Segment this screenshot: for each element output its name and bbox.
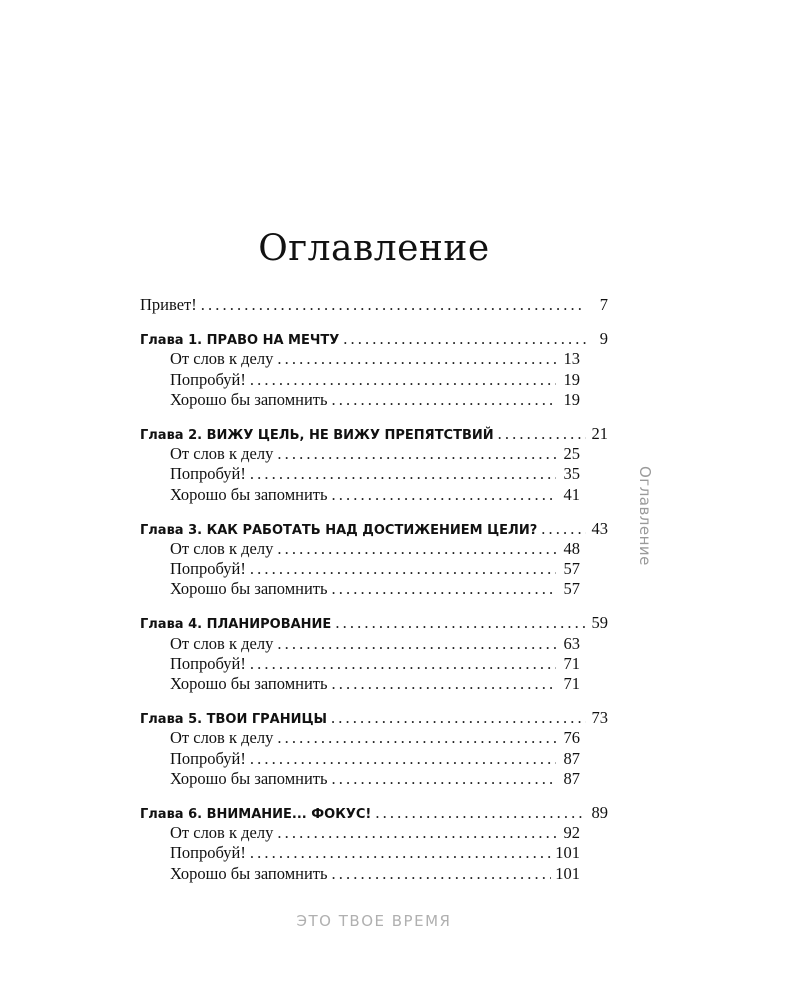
toc-sub-entry bbox=[140, 559, 608, 579]
section-page-number: 92 bbox=[563, 823, 580, 843]
toc-leader-dots bbox=[277, 823, 556, 843]
toc-sub-entry bbox=[140, 634, 608, 654]
section-label: Хорошо бы запомнить bbox=[170, 389, 328, 409]
toc-leader-dots bbox=[277, 539, 556, 559]
section-page-number: 101 bbox=[555, 843, 580, 863]
toc-leader-dots bbox=[332, 579, 556, 599]
toc-leader-dots bbox=[332, 864, 552, 884]
chapter-label: Глава 4. ПЛАНИРОВАНИЕ bbox=[140, 617, 332, 633]
section-page-number: 87 bbox=[563, 768, 580, 788]
toc-chapter-1 bbox=[140, 329, 608, 410]
section-page-number: 25 bbox=[563, 444, 580, 464]
toc-intro-entry bbox=[140, 295, 608, 315]
section-label: Попробуй! bbox=[170, 843, 246, 863]
chapter-label: Глава 2. ВИЖУ ЦЕЛЬ, НЕ ВИЖУ ПРЕПЯТСТВИЙ bbox=[140, 427, 494, 443]
chapter-page-number: 59 bbox=[591, 613, 608, 633]
toc-leader-dots bbox=[277, 349, 556, 369]
toc-sub-entry bbox=[140, 464, 608, 484]
chapter-label: Глава 3. КАК РАБОТАТЬ НАД ДОСТИЖЕНИЕМ ЦЕЛИ? bbox=[140, 522, 538, 538]
toc-chapter-2 bbox=[140, 424, 608, 505]
section-label: Хорошо бы запомнить bbox=[170, 768, 328, 788]
section-label: От слов к делу bbox=[170, 728, 274, 748]
section-page-number: 71 bbox=[563, 674, 580, 693]
section-page-number: 63 bbox=[563, 633, 580, 653]
section-page-number: 19 bbox=[563, 389, 580, 409]
toc-leader-dots bbox=[250, 749, 556, 769]
section-page-number: 19 bbox=[563, 369, 580, 389]
toc-sub-entry bbox=[140, 539, 608, 559]
toc-leader-dots bbox=[332, 390, 556, 410]
toc-chapter-entry bbox=[140, 424, 608, 444]
toc-sub-entry bbox=[140, 654, 608, 674]
chapter-page-number: 89 bbox=[591, 802, 608, 822]
toc-leader-dots bbox=[201, 295, 584, 315]
chapter-page-number: 73 bbox=[591, 708, 608, 728]
section-label: От слов к делу bbox=[170, 444, 274, 464]
section-page-number: 35 bbox=[563, 464, 580, 484]
toc-leader-dots bbox=[541, 519, 586, 539]
section-page-number: 48 bbox=[563, 538, 580, 558]
toc-leader-dots bbox=[277, 728, 556, 748]
section-label: Хорошо бы запомнить bbox=[170, 484, 328, 504]
toc-leader-dots bbox=[332, 485, 556, 505]
toc-leader-dots bbox=[375, 803, 586, 823]
chapter-page-number: 9 bbox=[599, 329, 608, 349]
toc-sub-entry bbox=[140, 370, 608, 390]
page-title: Оглавление bbox=[258, 228, 490, 269]
toc-sub-entry bbox=[140, 349, 608, 369]
toc-leader-dots bbox=[250, 654, 556, 674]
toc-chapter-entry bbox=[140, 613, 608, 633]
section-page-number: 57 bbox=[563, 559, 580, 579]
section-label: Хорошо бы запомнить bbox=[170, 863, 328, 883]
toc-sub-entry bbox=[140, 823, 608, 843]
toc-sub-entry bbox=[140, 749, 608, 769]
table-of-contents bbox=[140, 295, 608, 898]
toc-leader-dots bbox=[343, 329, 586, 349]
section-label: От слов к делу bbox=[170, 633, 274, 653]
chapter-page-number: 43 bbox=[591, 518, 608, 538]
section-label: Попробуй! bbox=[170, 559, 246, 579]
section-label: Попробуй! bbox=[170, 653, 246, 673]
section-page-number: 87 bbox=[563, 748, 580, 768]
running-footer: ЭТО ТВОЕ ВРЕМЯ bbox=[296, 912, 452, 930]
toc-sub-entry bbox=[140, 444, 608, 464]
chapter-label: Глава 1. ПРАВО НА МЕЧТУ bbox=[140, 333, 340, 349]
section-label: От слов к делу bbox=[170, 349, 274, 369]
toc-chapter-4 bbox=[140, 613, 608, 694]
section-page-number: 76 bbox=[563, 728, 580, 748]
toc-leader-dots bbox=[250, 843, 551, 863]
toc-leader-dots bbox=[498, 424, 586, 444]
toc-leader-dots bbox=[335, 613, 586, 633]
section-page-number: 101 bbox=[555, 863, 580, 883]
toc-leader-dots bbox=[250, 464, 556, 484]
toc-sub-entry bbox=[140, 674, 608, 694]
toc-sub-entry bbox=[140, 390, 608, 410]
section-label: Попробуй! bbox=[170, 748, 246, 768]
chapter-page-number: 21 bbox=[591, 423, 608, 443]
toc-chapter-entry bbox=[140, 519, 608, 539]
toc-chapter-entry bbox=[140, 708, 608, 728]
toc-sub-entry bbox=[140, 769, 608, 789]
section-label: Попробуй! bbox=[170, 369, 246, 389]
toc-chapter-entry bbox=[140, 803, 608, 823]
toc-sub-entry bbox=[140, 579, 608, 599]
toc-leader-dots bbox=[277, 634, 556, 654]
toc-leader-dots bbox=[277, 444, 556, 464]
toc-chapter-entry bbox=[140, 329, 608, 349]
toc-sub-entry bbox=[140, 843, 608, 863]
section-page-number: 71 bbox=[563, 653, 580, 673]
toc-leader-dots bbox=[250, 559, 556, 579]
toc-chapter-5 bbox=[140, 708, 608, 789]
section-label: От слов к делу bbox=[170, 538, 274, 558]
toc-leader-dots bbox=[332, 674, 556, 694]
toc-leader-dots bbox=[250, 370, 556, 390]
section-label: Попробуй! bbox=[170, 464, 246, 484]
running-header-vertical: Оглавление bbox=[636, 466, 654, 566]
toc-leader-dots bbox=[331, 708, 586, 728]
toc-chapter-3 bbox=[140, 519, 608, 600]
toc-leader-dots bbox=[332, 769, 556, 789]
toc-chapter-6 bbox=[140, 803, 608, 884]
toc-sub-entry bbox=[140, 485, 608, 505]
section-label: Хорошо бы запомнить bbox=[170, 674, 328, 693]
toc-sub-entry bbox=[140, 728, 608, 748]
toc-entry-label: Привет! bbox=[140, 295, 197, 314]
toc-sub-entry bbox=[140, 864, 608, 884]
chapter-label: Глава 5. ТВОИ ГРАНИЦЫ bbox=[140, 712, 328, 728]
section-label: От слов к делу bbox=[170, 823, 274, 843]
section-page-number: 13 bbox=[563, 349, 580, 369]
section-label: Хорошо бы запомнить bbox=[170, 579, 328, 599]
section-page-number: 57 bbox=[563, 579, 580, 599]
section-page-number: 41 bbox=[563, 484, 580, 504]
chapter-label: Глава 6. ВНИМАНИЕ... ФОКУС! bbox=[140, 806, 372, 822]
toc-page-number: 7 bbox=[599, 295, 608, 314]
